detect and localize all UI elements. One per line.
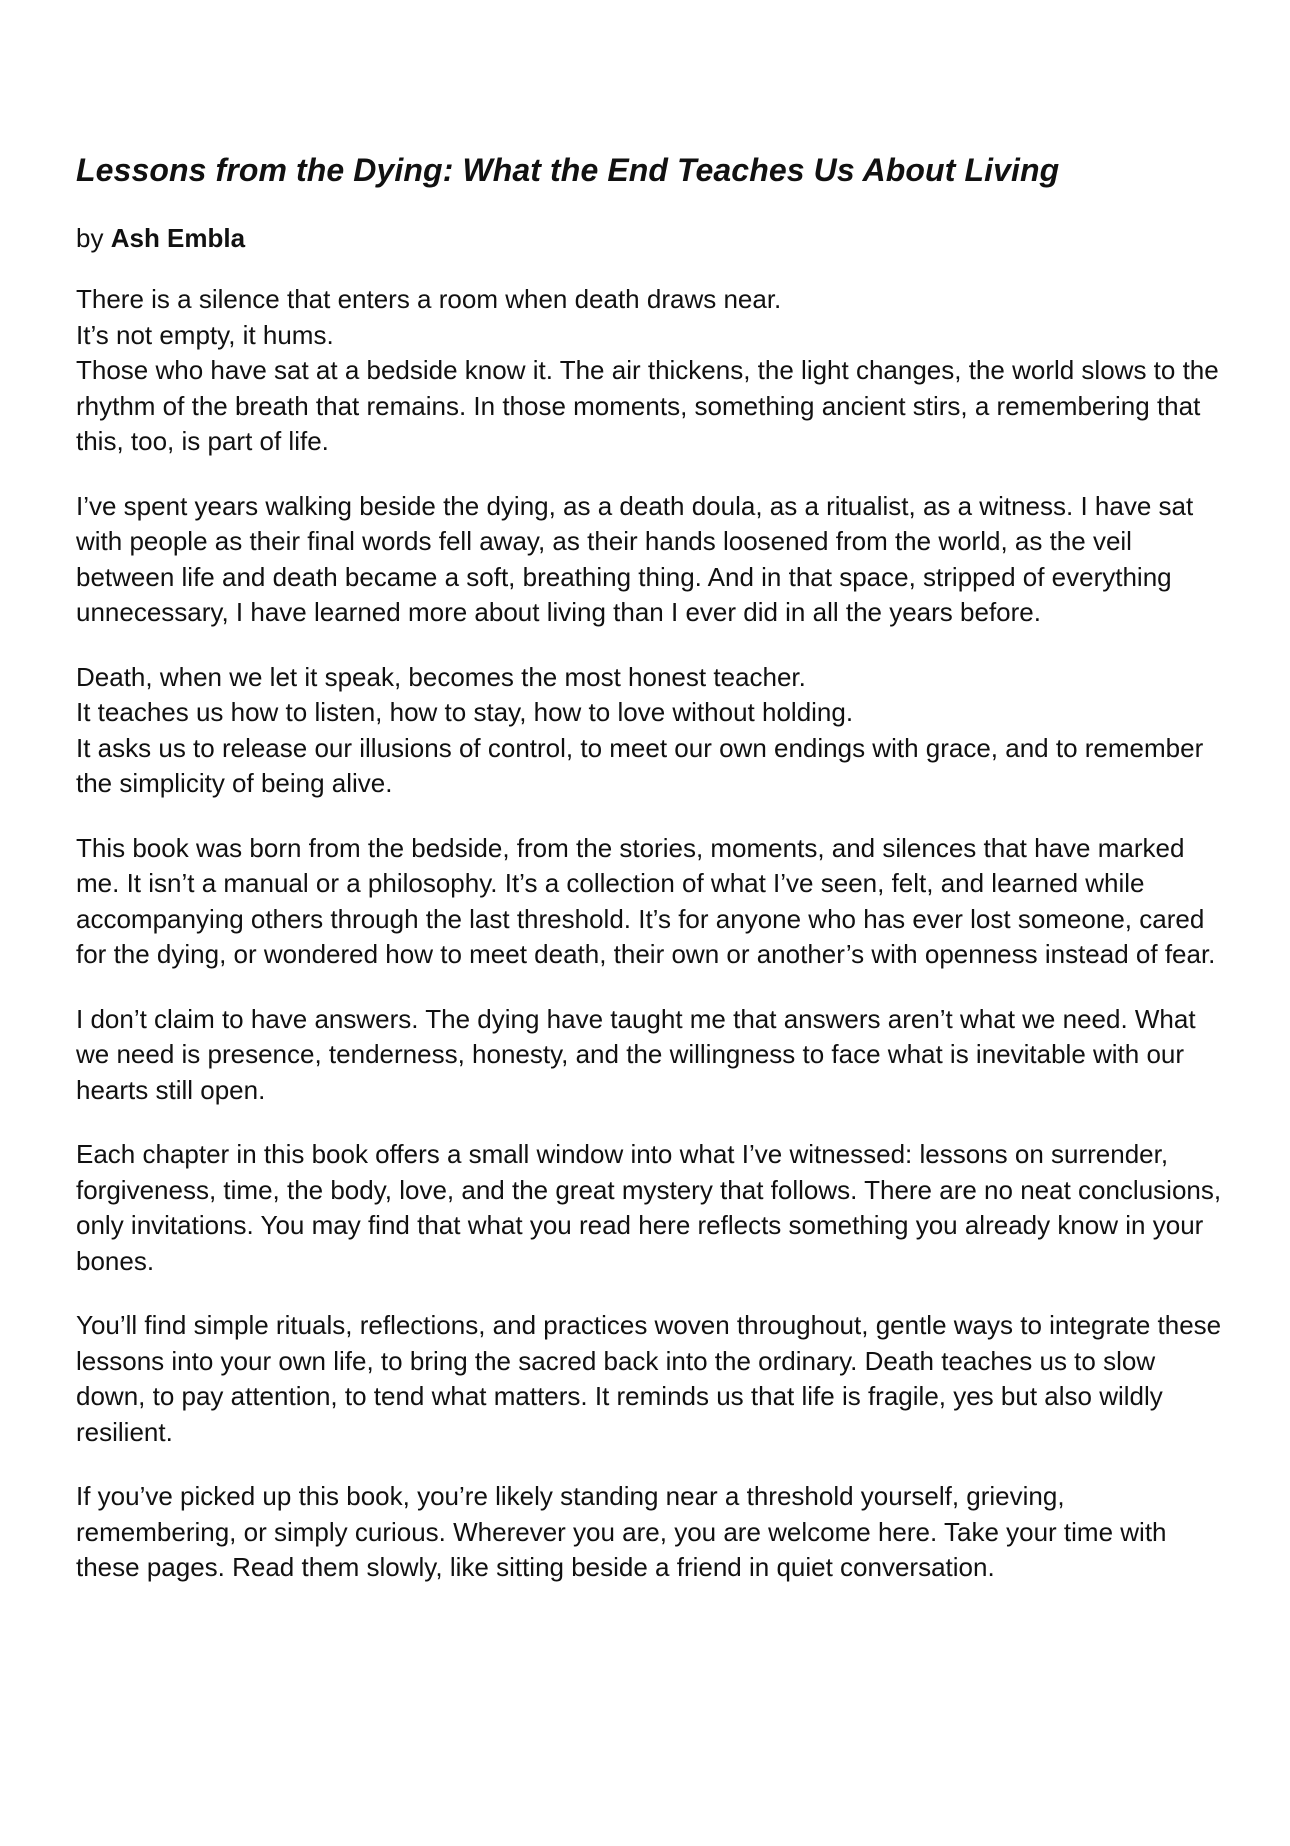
paragraph-line: I’ve spent years walking beside the dying, as a death doula, as a ritualist, as a witness. I have sat with people as their final words fell away, as their hands loosened from the world, as the veil between life and death became a soft, breathing thing. And in that space, stripped of everything unnecessary, I have learned more about living than I ever did in all the years before. <box>76 490 1194 627</box>
paragraph-line: Each chapter in this book offers a small window into what I’ve witnessed: lessons on surrender, forgiveness, time, the body, love, and the great mystery that follows. There are no neat conclusions, only invitations. You may find that what you read here reflects something you already know in your bones. <box>76 1139 1222 1276</box>
paragraph-line: There is a silence that enters a room when death draws near. <box>76 284 782 314</box>
byline-prefix: by <box>76 223 104 253</box>
paragraph-line: If you’ve picked up this book, you’re likely standing near a threshold yourself, grieving, remembering, or simply curious. Wherever you are, you are welcome here. Take your time with these pages. Read them slowly, like sitting beside a friend in quiet conversation. <box>76 1481 1167 1582</box>
paragraph <box>76 831 1226 973</box>
paragraph-line: Those who have sat at a bedside know it. The air thickens, the light changes, the world slows to the rhythm of the breath that remains. In those moments, something ancient stirs, a remembering that this, too, is part of life. <box>76 355 1219 456</box>
paragraph <box>76 1137 1226 1279</box>
byline <box>76 220 1226 256</box>
author-name: Ash Embla <box>110 223 246 253</box>
paragraph-line: This book was born from the bedside, from the stories, moments, and silences that have marked me. It isn’t a manual or a philosophy. It’s a collection of what I’ve seen, felt, and learned while accompanying others through the last threshold. It’s for anyone who has ever lost someone, cared for the dying, or wondered how to meet death, their own or another’s with openness instead of fear. <box>76 832 1216 969</box>
paragraph <box>76 1308 1226 1450</box>
document-title: Lessons from the Dying: What the End Teaches Us About Living <box>76 152 1060 188</box>
paragraph <box>76 660 1226 802</box>
paragraph <box>76 1479 1226 1586</box>
paragraph <box>76 489 1226 631</box>
paragraph-line: It’s not empty, it hums. <box>76 319 334 350</box>
paragraph <box>76 1002 1226 1109</box>
paragraph <box>76 282 1226 460</box>
body-text <box>76 282 1226 1586</box>
paragraph-line: It asks us to release our illusions of control, to meet our own endings with grace, and to remember the simplicity of being alive. <box>76 732 1204 798</box>
document-page <box>76 150 1226 1615</box>
paragraph-line: Death, when we let it speak, becomes the most honest teacher. <box>76 661 806 692</box>
paragraph-line: I don’t claim to have answers. The dying have taught me that answers aren’t what we need. What we need is presence, tenderness, honesty, and the willingness to face what is inevitable with our hearts still open. <box>76 1003 1196 1105</box>
paragraph-line: You’ll find simple rituals, reflections, and practices woven throughout, gentle ways to integrate these lessons into your own life, to bring the sacred back into the ordinary. Death teaches us to slow down, to pay attention, to tend what matters. It reminds us that life is fragile, yes but also wildly resilient. <box>76 1310 1222 1447</box>
paragraph-line: It teaches us how to listen, how to stay, how to love without holding. <box>76 697 854 727</box>
